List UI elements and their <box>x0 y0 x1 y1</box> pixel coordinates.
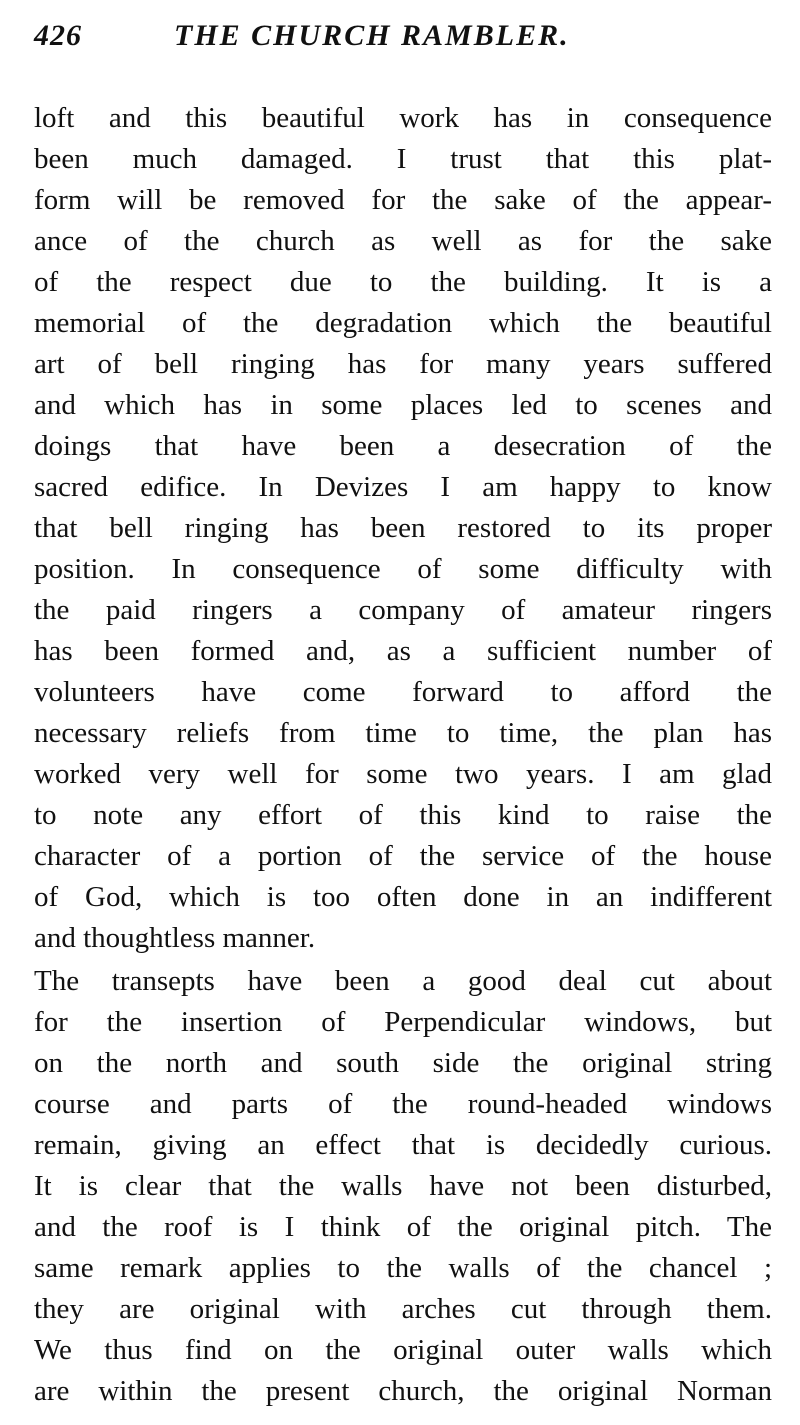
text-line: The transepts have been a good deal cut about <box>34 965 772 997</box>
text-line: been much damaged. I trust that this plat- <box>34 143 772 175</box>
text-line: doings that have been a desecration of the <box>34 430 772 462</box>
text-line: for the insertion of Perpendicular windows, but <box>34 1006 772 1038</box>
text-line: of God, which is too often done in an indifferent <box>34 881 772 913</box>
text-line: It is clear that the walls have not been disturbed, <box>34 1170 772 1202</box>
text-line: ance of the church as well as for the sake <box>34 225 772 257</box>
text-line: and which has in some places led to scenes and <box>34 389 772 421</box>
text-line: form will be removed for the sake of the appear- <box>34 184 772 216</box>
text-line: remain, giving an effect that is decidedly curious. <box>34 1129 772 1161</box>
body-text <box>34 98 772 1412</box>
paragraph <box>34 98 772 959</box>
running-head <box>34 16 774 56</box>
text-line: position. In consequence of some difficulty with <box>34 553 772 585</box>
text-line: volunteers have come forward to afford the <box>34 676 772 708</box>
text-line: necessary reliefs from time to time, the plan has <box>34 717 772 749</box>
text-line: and the roof is I think of the original pitch. The <box>34 1211 772 1243</box>
text-line: same remark applies to the walls of the chancel ; <box>34 1252 772 1284</box>
text-line: loft and this beautiful work has in consequence <box>34 102 772 134</box>
text-line: We thus find on the original outer walls which <box>34 1334 772 1366</box>
text-line: has been formed and, as a sufficient number of <box>34 635 772 667</box>
page-number: 426 <box>34 19 82 52</box>
paragraph <box>34 961 772 1412</box>
text-line: art of bell ringing has for many years suffered <box>34 348 772 380</box>
text-line: to note any effort of this kind to raise the <box>34 799 772 831</box>
text-line: course and parts of the round-headed windows <box>34 1088 772 1120</box>
text-line: are within the present church, the original Norman <box>34 1375 772 1407</box>
text-line: character of a portion of the service of the house <box>34 840 772 872</box>
text-line: memorial of the degradation which the beautiful <box>34 307 772 339</box>
text-line: and thoughtless manner. <box>34 922 316 954</box>
text-line: worked very well for some two years. I am glad <box>34 758 772 790</box>
text-line: sacred edifice. In Devizes I am happy to know <box>34 471 772 503</box>
text-line: the paid ringers a company of amateur ringers <box>34 594 772 626</box>
text-line: that bell ringing has been restored to its proper <box>34 512 772 544</box>
text-line: they are original with arches cut through them. <box>34 1293 772 1325</box>
running-title: THE CHURCH RAMBLER. <box>174 19 570 52</box>
text-line: on the north and south side the original string <box>34 1047 772 1079</box>
text-line: of the respect due to the building. It is a <box>34 266 772 298</box>
